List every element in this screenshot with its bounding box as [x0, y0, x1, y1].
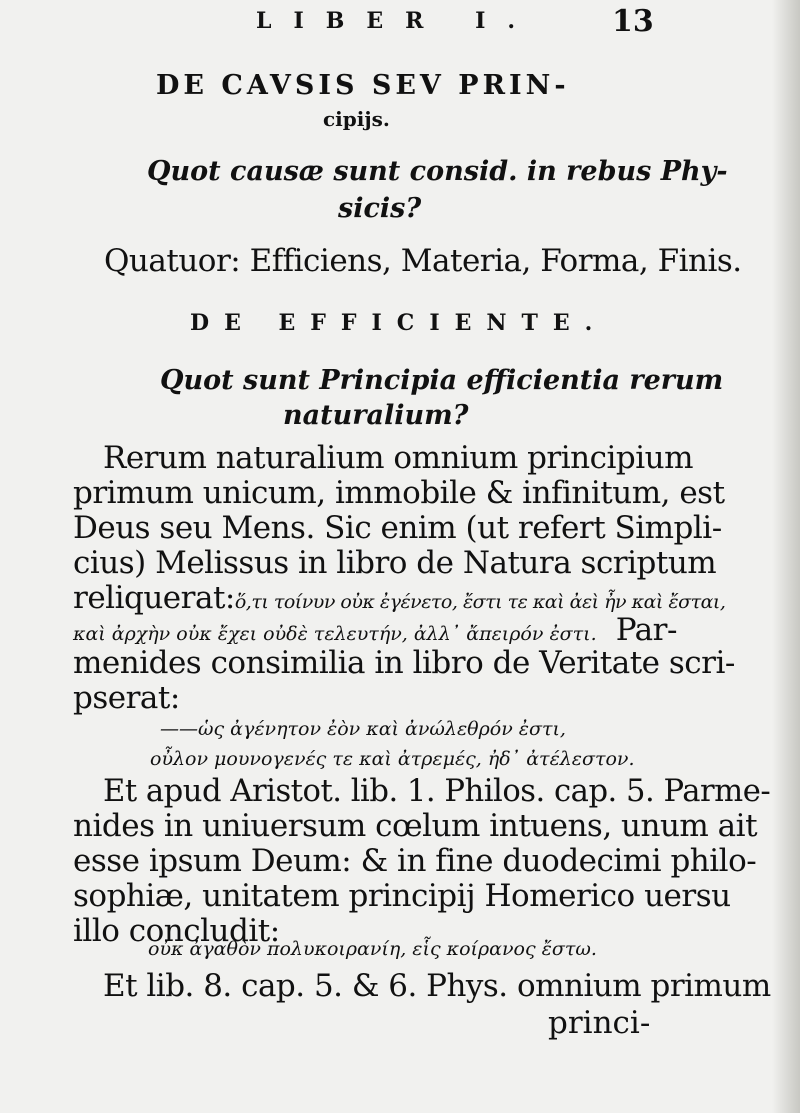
- text-line-3: Deus seu Mens. Sic enim (ut refert Simpli-: [73, 510, 722, 546]
- greek-verse-3: οὐκ ἀγαθὸν πολυκοιρανίη, εἷς κοίρανος ἔστω.: [148, 938, 597, 960]
- question-2-continued: naturalium?: [283, 400, 469, 431]
- greek-verse-1: ——ὡς ἀγένητον ἐὸν καὶ ἀνώλεθρόν ἐστι,: [160, 718, 566, 740]
- chapter-heading: DE CAVSIS SEV PRIN-: [156, 70, 570, 101]
- text-line-6: [73, 612, 677, 648]
- question-1: Quot causæ sunt consid. in rebus Phy-: [147, 156, 728, 187]
- text-line-4: cius) Melissus in libro de Natura scriptum: [73, 545, 717, 581]
- page-edge-shadow: [772, 0, 800, 1113]
- text-line-8: pserat:: [73, 680, 180, 716]
- text-line-7: menides consimilia in libro de Veritate scri-: [73, 645, 735, 681]
- page-number: 13: [612, 4, 654, 39]
- question-1-continued: sicis?: [338, 193, 422, 224]
- greek-verse-2: οὖλον μουνογενές τε καὶ ἀτρεμές, ἠδ᾽ ἀτέλεστον.: [150, 748, 635, 770]
- running-head: LIBER I.: [256, 8, 538, 34]
- chapter-heading-continued: cipijs.: [323, 107, 390, 131]
- text-line-6-greek: καὶ ἀρχὴν οὐκ ἔχει οὐδὲ τελευτήν, ἀλλ᾽ ἄπειρόν ἐστι.: [73, 623, 597, 645]
- text-line-1: Rerum naturalium omnium principium: [103, 440, 694, 476]
- text-line-12: sophiæ, unitatem principij Homerico uersu: [73, 878, 731, 914]
- text-line-5-greek: ὅ,τι τοίνυν οὐκ ἐγένετο, ἔστι τε καὶ ἀεὶ ἦν καὶ ἔσται,: [234, 591, 726, 613]
- question-2: Quot sunt Principia efficientia rerum: [160, 365, 724, 396]
- section-heading: DE EFFICIENTE.: [190, 310, 608, 336]
- text-line-5: [73, 580, 725, 616]
- text-line-11: esse ipsum Deum: & in fine duodecimi philo-: [73, 843, 757, 879]
- text-line-10: nides in uniuersum cœlum intuens, unum ait: [73, 808, 758, 844]
- text-line-9: Et apud Aristot. lib. 1. Philos. cap. 5. Parme-: [103, 773, 771, 809]
- text-line-5-latin: reliquerat:: [73, 580, 235, 616]
- text-line-13: illo concludit:: [73, 913, 280, 949]
- catchword: princi-: [548, 1005, 651, 1041]
- text-line-14: Et lib. 8. cap. 5. & 6. Phys. omnium primum: [103, 968, 771, 1004]
- answer-1: Quatuor: Efficiens, Materia, Forma, Finis.: [104, 243, 742, 279]
- text-line-6-latin: Par-: [615, 612, 677, 648]
- text-line-2: primum unicum, immobile & infinitum, est: [73, 475, 725, 511]
